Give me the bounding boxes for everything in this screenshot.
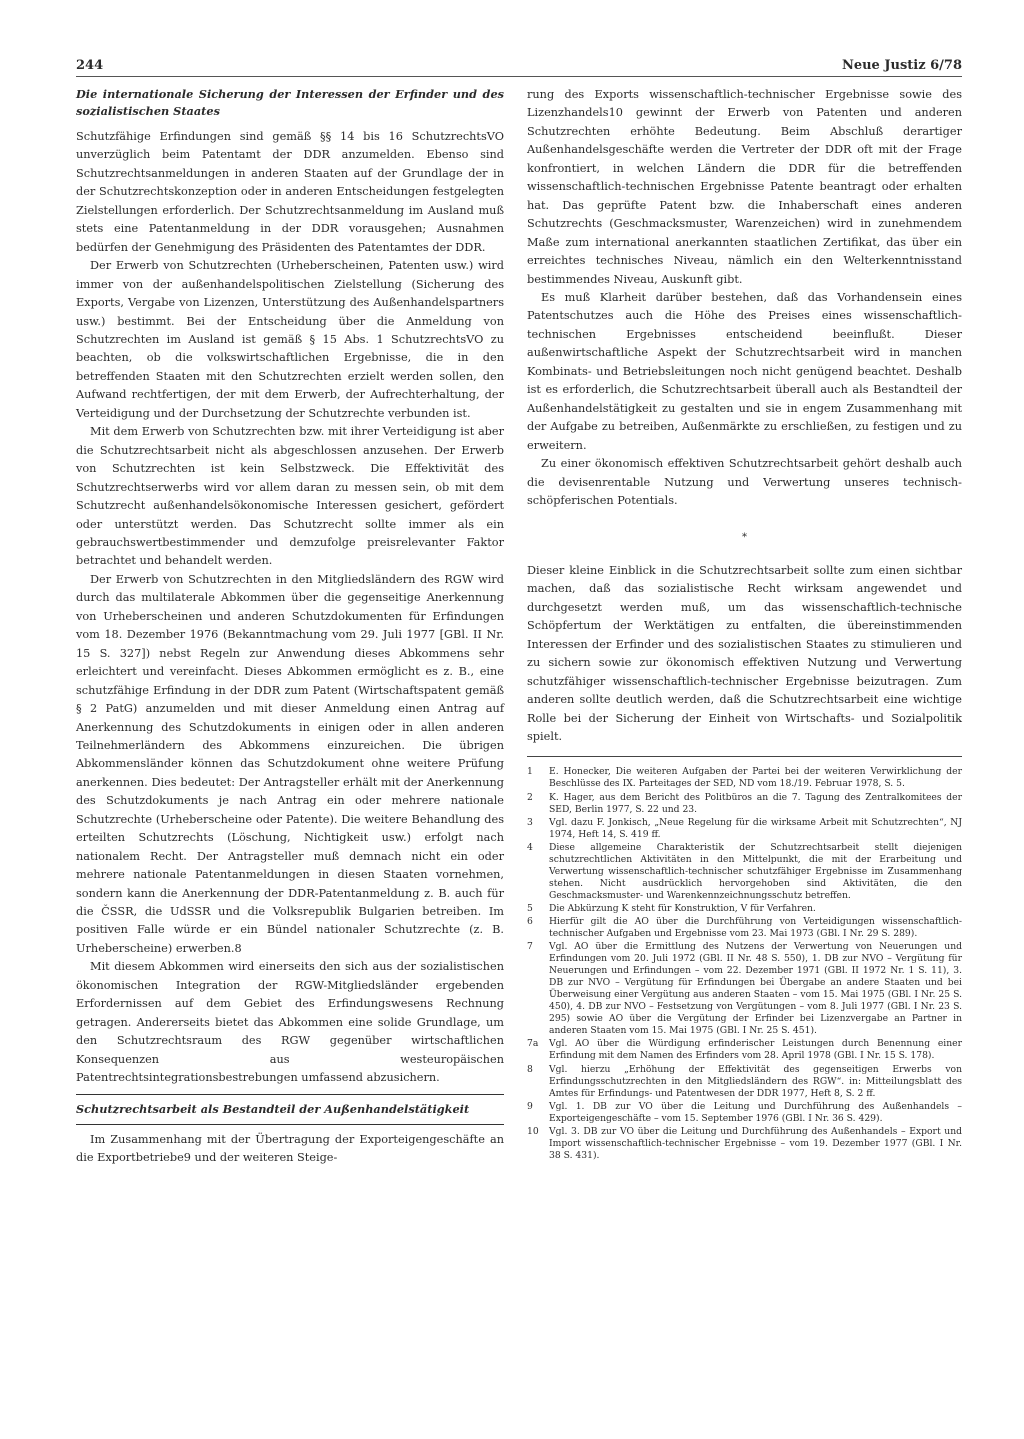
footnote	[527, 916, 962, 940]
right-paragraphs-2	[527, 562, 962, 747]
footnote-number: 4	[527, 841, 533, 853]
footnote	[527, 903, 962, 915]
footnote-rule	[527, 756, 962, 757]
section-heading-international: Die internationale Sicherung der Interessen der Erfinder und des sozialistischen Staates	[76, 87, 504, 118]
journal-issue: Neue Justiz 6/78	[841, 58, 962, 73]
heading-rule-bottom	[76, 1124, 504, 1125]
left-column	[76, 86, 504, 1167]
footnote-number: 5	[527, 902, 533, 914]
left-paragraphs-1	[76, 128, 504, 1088]
left-paragraphs-2	[76, 1131, 504, 1168]
paragraph: Zu einer ökonomisch effektiven Schutzrechtsarbeit gehört deshalb auch die devisenrentable Nutzung und Verwertung unseres technisch-schöpferischen Potentials.	[527, 457, 962, 507]
paragraph: Es muß Klarheit darüber bestehen, daß das Vorhandensein eines Patentschutzes auch die Höhe des Preises eines wissenschaftlich-technischen Ergebnisses entscheidend beeinflußt. Dieser außenwirtschaftliche Aspekt der Schutzrechtsarbeit wird in manchen Kombinats- und Betriebsleitungen noch nicht genügend beachtet. Deshalb ist es erforderlich, die Schutzrechtsarbeit überall auch als Bestandteil der Außenhandelstätigkeit zu gestalten und sie in engem Zusammenhang mit der Aufgabe zu betreiben, Außenmärkte zu erschließen, zu festigen und zu erweitern.	[527, 290, 962, 452]
footnotes	[527, 766, 962, 1162]
footnote-number: 3	[527, 816, 533, 828]
footnote	[527, 792, 962, 816]
footnote	[527, 1101, 962, 1125]
paragraph: Der Erwerb von Schutzrechten (Urheberscheinen, Patenten usw.) wird immer von der außenhandelspolitischen Zielstellung (Sicherung des Exports, Vergabe von Lizenzen, Unterstützung des Außenhandelspartners usw.) bestimmt. Bei der Entscheidung über die Anmeldung von Schutzrechten im Ausland ist gemäß § 15 Abs. 1 SchutzrechtsVO zu beachten, ob die volkswirtschaftlichen Ergebnisse, die in den betreffenden Staaten mit den Schutzrechten erzielt werden sollen, den Aufwand rechtfertigen, der mit dem Erwerb, der Aufrechterhaltung, der Verteidigung und der Durchsetzung der Schutzrechte verbunden ist.	[76, 259, 504, 420]
footnote	[527, 766, 962, 790]
footnote-number: 8	[527, 1063, 533, 1075]
right-paragraphs-1	[527, 86, 962, 510]
footnote-number: 7a	[527, 1038, 539, 1050]
footnote	[527, 817, 962, 841]
footnote-text: E. Honecker, Die weiteren Aufgaben der Partei bei der weiteren Verwirklichung der Beschlüsse des IX. Parteitages der SED, ND vom 18./19. Februar 1978, S. 5.	[549, 766, 962, 790]
footnote-number: 1	[527, 766, 533, 778]
footnote-text: Hierfür gilt die AO über die Durchführung von Verteidigungen wissenschaftlich-technischer Aufgaben und Ergebnisse vom 23. Mai 1973 (GBl. I Nr. 29 S. 289).	[549, 915, 962, 940]
footnote-text: Vgl. AO über die Würdigung erfinderischer Leistungen durch Benennung einer Erfindung mit dem Namen des Erfinders vom 28. April 1978 (GBl. I Nr. 15 S. 178).	[549, 1038, 962, 1062]
section-separator: *	[742, 532, 747, 544]
paragraph: Mit dem Erwerb von Schutzrechten bzw. mit ihrer Verteidigung ist aber die Schutzrechtsarbeit nicht als abgeschlossen anzusehen. Der Erwerb von Schutzrechten ist kein Selbstzweck. Die Effektivität des Schutzrechtserwerbs wird vor allem daran zu messen sein, ob mit dem Schutzrecht außenhandelsökonomische Interessen gesichert, gefördert oder unterstützt werden. Das Schutzrecht sollte immer als ein gebrauchswertbestimmender und demzufolge preisrelevanter Faktor betrachtet und behandelt werden.	[76, 425, 504, 568]
footnote-text: Diese allgemeine Charakteristik der Schutzrechtsarbeit stellt diejenigen schutzrechtlichen Aktivitäten in den Mittelpunkt, die mit der Erarbeitung und Verwertung wissenschaftlich-technischer schutzfähiger Ergebnisse im Zusammenhang stehen. Nicht ausdrücklich hervorgehoben sind Aktivitäten, die den Geschmacksmuster- und Warenkennzeichnungsschutz betreffen.	[549, 841, 962, 901]
footnote-text: Vgl. 1. DB zur VO über die Leitung und Durchführung des Außenhandels – Exporteigengeschäfte – vom 15. September 1976 (GBl. I Nr. 36 S. 429).	[549, 1100, 962, 1124]
paragraph: Der Erwerb von Schutzrechten in den Mitgliedsländern des RGW wird durch das multilaterale Abkommen über die gegenseitige Anerkennung von Urheberscheinen und anderen Schutzdokumenten für Erfindungen vom 18. Dezember 1976 (Bekanntmachung vom 29. Juli 1977 [GBl. II Nr. 15 S. 327]) nebst Regeln zur Anwendung dieses Abkommens sehr erleichtert und vereinfacht. Dieses Abkommen ermöglicht es z. B., eine schutzfähige Erfindung in der DDR zum Patent (Wirtschaftspatent gemäß § 2 PatG) anzumelden und mit dieser Anmeldung einen Antrag auf Anerkennung des Schutzdokuments in einigen oder in allen anderen Teilnehmerländern des Abkommens einzureichen. Die übrigen Abkommensländer können das Schutzdokument ohne weitere Prüfung anerkennen. Dies bedeutet: Der Antragsteller erhält mit der Anerkennung des Schutzdokuments je nach Antrag ein oder mehrere nationale Schutzrechte (Urheberscheine oder Patente). Die weitere Behandlung des erteilten Schutzrechts (Löschung, Nichtigkeit usw.) erfolgt nach nationalem Recht. Der Antragsteller muß demnach nicht ein oder mehrere nationale Patentanmeldungen in diesen Staaten vornehmen, sondern kann die Anerkennung der DDR-Patentanmeldung z. B. auch für die ČSSR, die UdSSR und die Volksrepublik Bulgarien betreiben. Im positiven Falle würde er ein Bündel nationaler Schutzrechte (z. B. Urheberscheine) erwerben.8	[76, 572, 504, 955]
footnote-text: Vgl. AO über die Ermittlung des Nutzens der Verwertung von Neuerungen und Erfindungen vom 20. Juli 1972 (GBl. II Nr. 48 S. 550), 1. DB zur NVO – Vergütung für Neuerungen und Erfindungen – vom 22. Dezember 1971 (GBl. II 1972 Nr. 1 S. 11), 3. DB zur NVO – Vergütung für Erfindungen bei Übergabe an andere Staaten und bei Überweisung einer Vergütung aus anderen Staaten – vom 15. Mai 1975 (GBl. I Nr. 25 S. 450), 4. DB zur NVO – Festsetzung von Vergütungen – vom 8. Juli 1977 (GBl. I Nr. 23 S. 295) sowie AO über die Vergütung der Erfinder bei Lizenzvergabe an Partner in anderen Staaten vom 15. Mai 1975 (GBl. I Nr. 25 S. 451).	[549, 941, 962, 1037]
right-column	[527, 86, 962, 1162]
paragraph: Schutzfähige Erfindungen sind gemäß §§ 14 bis 16 SchutzrechtsVO unverzüglich beim Patentamt der DDR anzumelden. Ebenso sind Schutzrechtsanmeldungen in anderen Staaten auf der Grundlage der in der Schutzrechtskonzeption oder in anderen Entscheidungen festgelegten Zielstellungen erforderlich. Der Schutzrechtsanmeldung im Ausland muß stets eine Patentanmeldung in der DDR vorausgehen; Ausnahmen bedürfen der Genehmigung des Präsidenten des Patentamtes der DDR.	[76, 130, 504, 254]
footnote-text: K. Hager, aus dem Bericht des Politbüros an die 7. Tagung des Zentralkomitees der SED, Berlin 1977, S. 22 und 23.	[549, 791, 962, 815]
page-number: 244	[76, 58, 104, 73]
footnote-text: Vgl. 3. DB zur VO über die Leitung und Durchführung des Außenhandels – Export und Import wissenschaftlich-technischer Ergebnisse – vom 19. Dezember 1977 (GBl. I Nr. 38 S. 431).	[549, 1125, 962, 1161]
footnote-number: 2	[527, 791, 533, 803]
footnote-number: 7	[527, 941, 533, 953]
footnote-number: 10	[527, 1125, 539, 1137]
paragraph: Im Zusammenhang mit der Übertragung der Exporteigengeschäfte an die Exportbetriebe9 und der weiteren Steige-	[76, 1132, 504, 1165]
heading-rule-top	[76, 1094, 504, 1095]
footnote-text: Vgl. hierzu „Erhöhung der Effektivität des gegenseitigen Erwerbs von Erfindungsschutzrechten in den Mitgliedsländern des RGW“. in: Mitteilungsblatt des Amtes für Erfindungs- und Patentwesen der DDR 1977, Heft 8, S. 2 ff.	[549, 1063, 962, 1099]
paragraph: Mit diesem Abkommen wird einerseits den sich aus der sozialistischen ökonomischen Integration der RGW-Mitgliedsländer ergebenden Erfordernissen auf dem Gebiet des Erfindungswesens Rechnung getragen. Andererseits bietet das Abkommen eine solide Grundlage, um den Schutzrechtsraum des RGW gegenüber wirtschaftlichen Konsequenzen aus westeuropäischen Patentrechtsintegrationsbestrebungen umfassend abzusichern.	[76, 960, 504, 1085]
section-heading-schutzrechtsarbeit: Schutzrechtsarbeit als Bestandteil der Außenhandelstätigkeit	[76, 1101, 470, 1116]
footnote	[527, 1038, 962, 1062]
footnote-number: 6	[527, 915, 533, 927]
paragraph: Dieser kleine Einblick in die Schutzrechtsarbeit sollte zum einen sichtbar machen, daß das sozialistische Recht wirksam angewendet und durchgesetzt werden muß, um das wissenschaftlich-technische Schöpfertum der Werktätigen zu entfalten, die übereinstimmenden Interessen der Erfinder und des sozialistischen Staates zu stimulieren und zu sichern sowie zur ökonomisch effektiven Nutzung und Verwertung schutzfähiger wissenschaftlich-technischer Ergebnisse beizutragen. Zum anderen sollte deutlich werden, daß die Schutzrechtsarbeit eine wichtige Rolle bei der Sicherung der Einheit von Wirtschafts- und Sozialpolitik spielt.	[527, 563, 962, 743]
header-rule	[76, 76, 962, 77]
footnote	[527, 842, 962, 902]
footnote-number: 9	[527, 1100, 533, 1112]
footnote-text: Die Abkürzung K steht für Konstruktion, V für Verfahren.	[549, 902, 816, 914]
paragraph: rung des Exports wissenschaftlich-technischer Ergebnisse sowie des Lizenzhandels10 gewinnt der Erwerb von Patenten und anderen Schutzrechten erhöhte Bedeutung. Beim Abschluß derartiger Außenhandelsgeschäfte werden die Vertreter der DDR oft mit der Frage konfrontiert, in welchen Ländern die DDR für die betreffenden wissenschaftlich-technischen Ergebnisse Patente beantragt oder erhalten hat. Das geprüfte Patent bzw. die Inhaberschaft eines anderen Schutzrechts (Geschmacksmuster, Warenzeichen) wird in zunehmendem Maße zum international anerkannten staatlichen Zertifikat, das über ein erreichtes technisches Niveau, nämlich ein den Welterkenntnisstand bestimmendes Niveau, Auskunft gibt.	[527, 88, 962, 286]
footnote	[527, 1064, 962, 1100]
footnote	[527, 941, 962, 1037]
footnote	[527, 1126, 962, 1162]
footnote-text: Vgl. dazu F. Jonkisch, „Neue Regelung für die wirksame Arbeit mit Schutzrechten“, NJ 1974, Heft 14, S. 419 ff.	[549, 816, 962, 840]
